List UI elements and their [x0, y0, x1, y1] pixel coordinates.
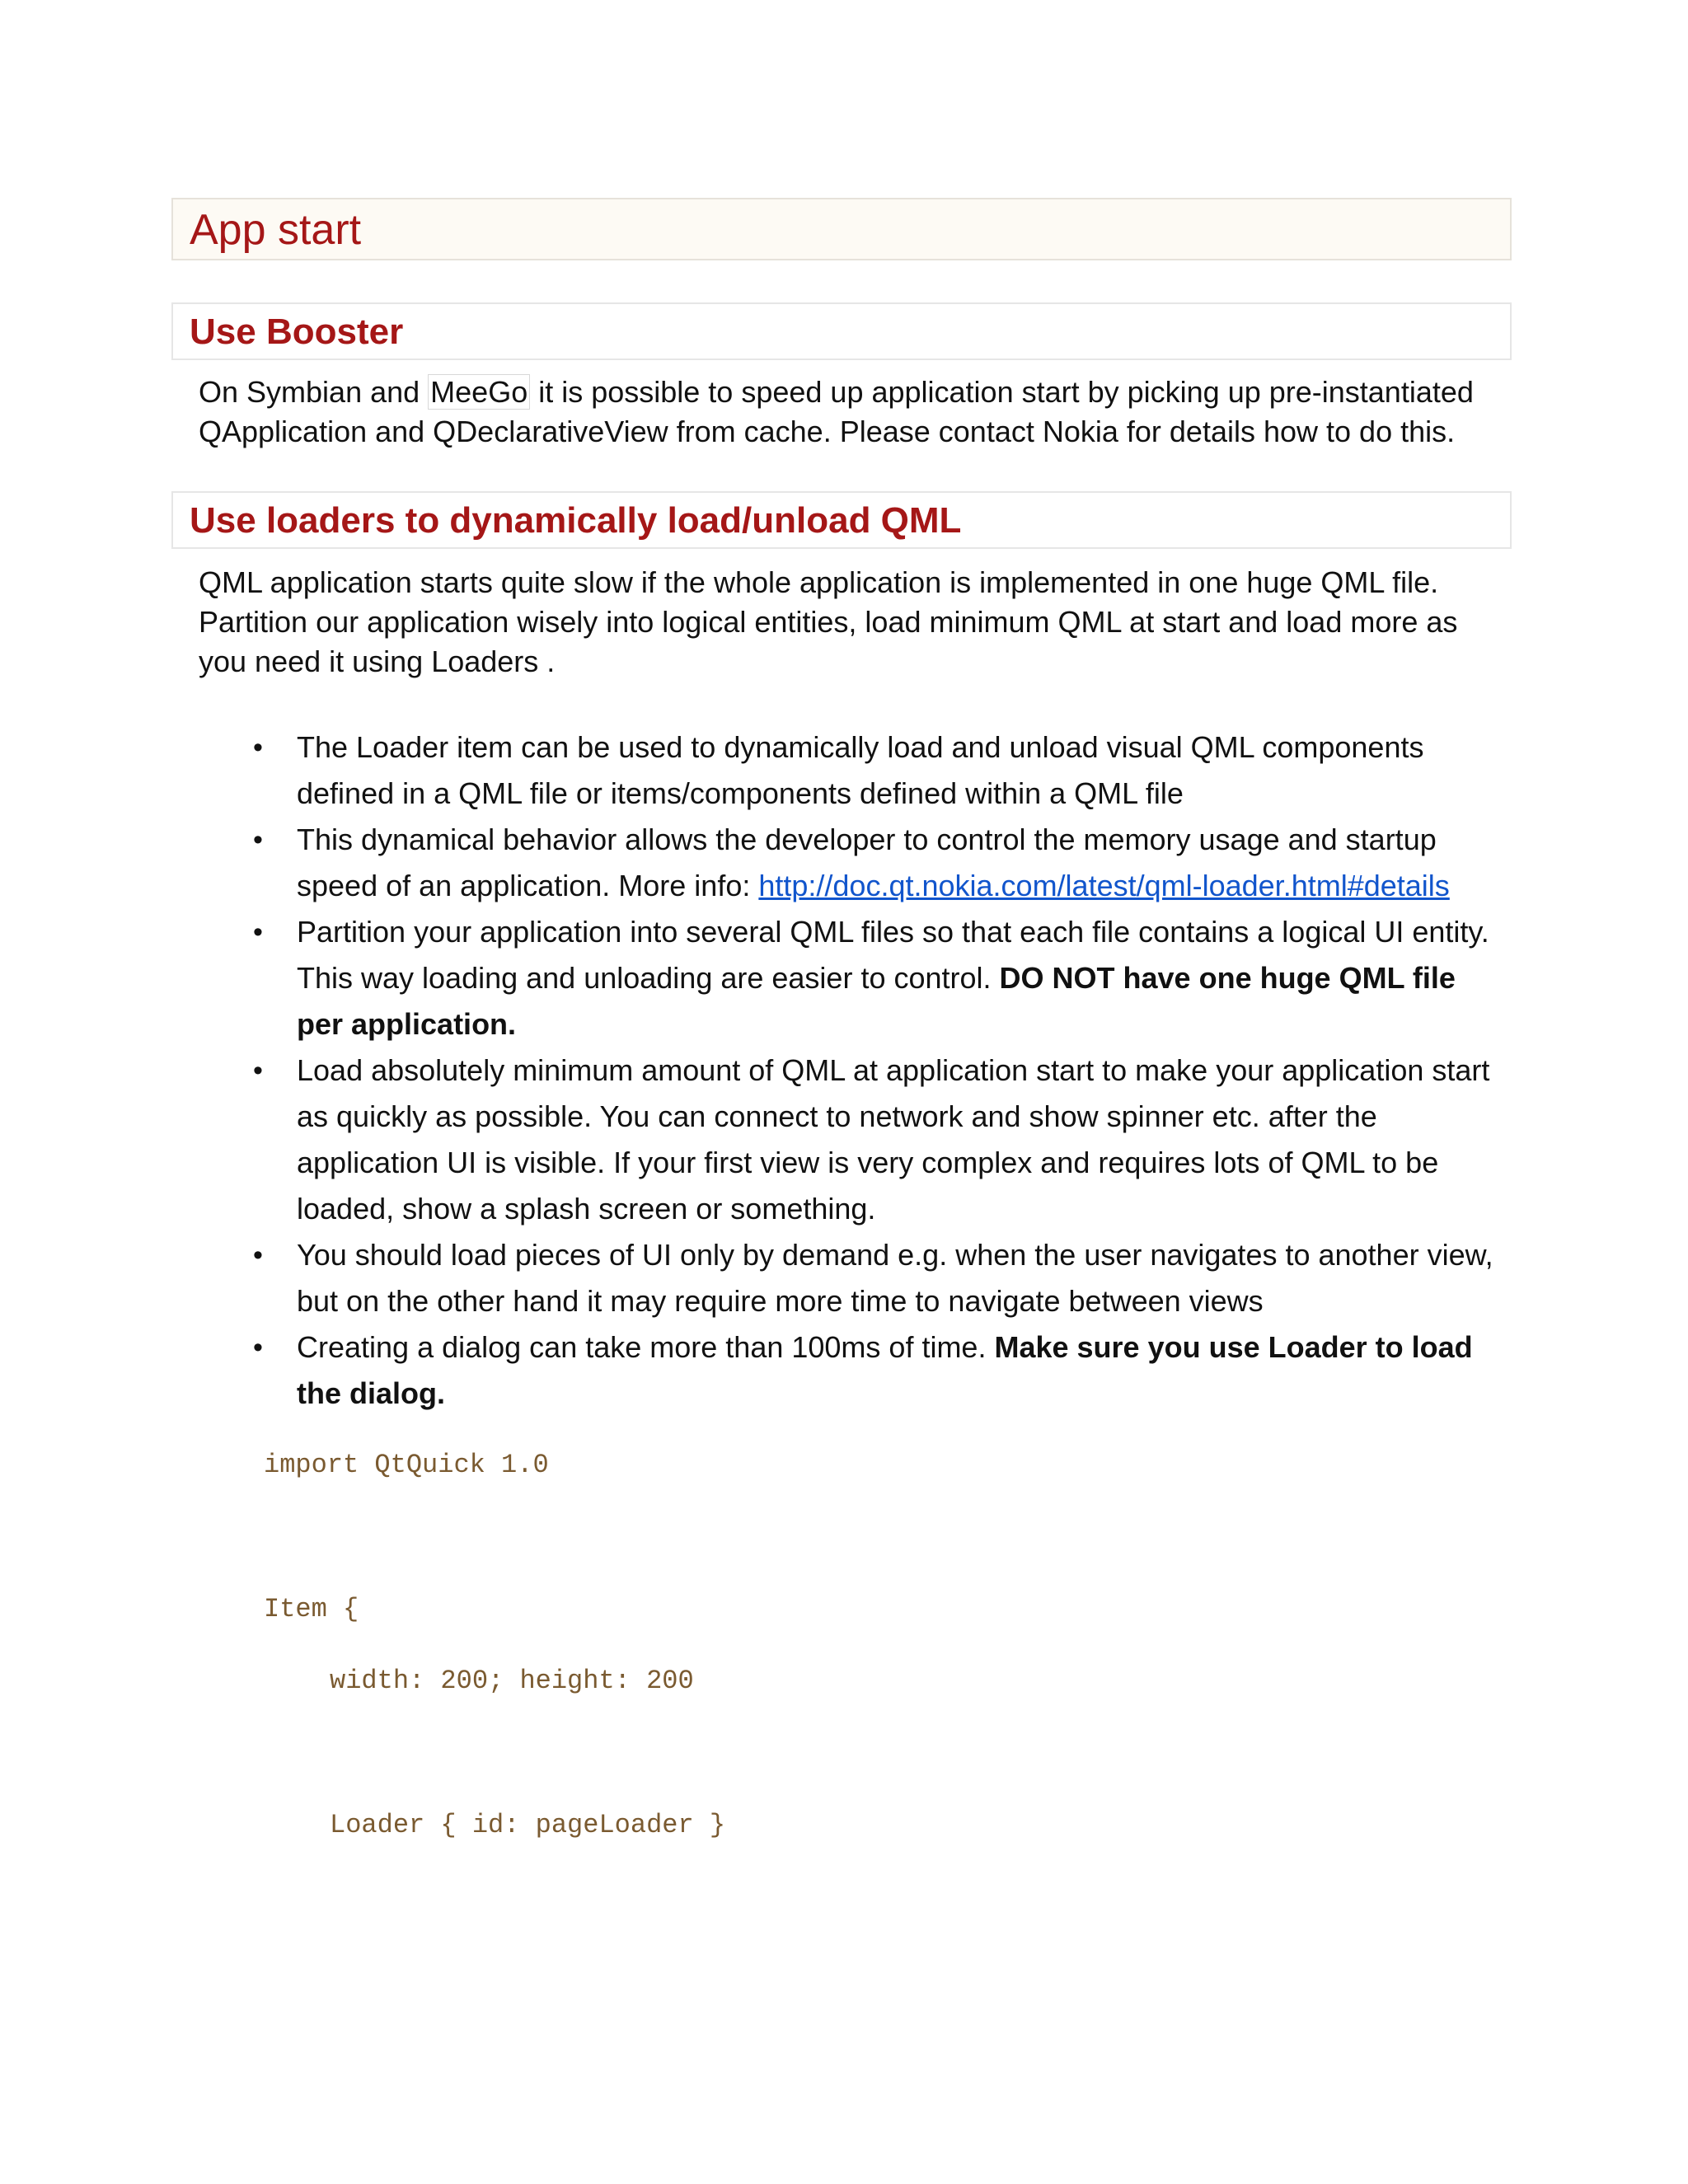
list-item — [246, 724, 1507, 817]
list-item — [246, 1324, 1507, 1417]
section-heading-use-booster — [171, 302, 1512, 360]
list-item — [246, 1232, 1507, 1324]
list-item-text: This dynamical behavior allows the developer to control the memory usage and startup speed of an application. More info: — [297, 823, 1437, 902]
section-heading-use-loaders — [171, 491, 1512, 549]
section-heading-text: Use loaders to dynamically load/unload QML — [190, 500, 962, 541]
paragraph-text: it is possible to speed up application start by picking up pre-instantiated QApplication and QDeclarativeView from cache. Please contact Nokia for details how to do this. — [199, 375, 1474, 448]
use-booster-paragraph — [199, 373, 1509, 452]
paragraph-text: On Symbian and — [199, 375, 429, 409]
list-item-text: Creating a dialog can take more than 100ms of time. — [297, 1330, 995, 1364]
bullet-icon: • — [253, 1240, 263, 1271]
section-heading-text: Use Booster — [190, 312, 404, 352]
code-line-item-open: Item { — [264, 1594, 359, 1624]
bullet-icon: • — [253, 916, 263, 948]
page-title: App start — [190, 206, 362, 254]
list-item-text: The Loader item can be used to dynamically load and unload visual QML components defined in a QML file or items/components defined within a QML file — [297, 730, 1424, 810]
meego-term: MeeGo — [428, 374, 530, 410]
loader-tips-list — [246, 724, 1507, 1417]
list-item-text: Load absolutely minimum amount of QML at application start to make your application start as quickly as possible. You can connect to network and show spinner etc. after the application UI is visible. If your first view is very complex and requires lots of QML to be loaded, show a splash screen or something. — [297, 1053, 1490, 1226]
code-line-loader: Loader { id: pageLoader } — [330, 1810, 726, 1840]
list-item-bold-text: DO NOT have one huge QML file per application. — [297, 961, 1456, 1041]
use-loaders-paragraph: QML application starts quite slow if the whole application is implemented in one huge QML file. Partition our application wisely into logical entities, load minimum QML at start and load more as you need it using Loaders . — [199, 565, 1458, 678]
list-item-bold-text: Make sure you use Loader to load the dialog. — [297, 1330, 1473, 1410]
code-line-size: width: 200; height: 200 — [330, 1666, 694, 1696]
qml-loader-docs-link[interactable]: http://doc.qt.nokia.com/latest/qml-loader.html#details — [758, 869, 1450, 902]
list-item-text: You should load pieces of UI only by demand e.g. when the user navigates to another view, but on the other hand it may require more time to navigate between views — [297, 1238, 1493, 1318]
list-item — [246, 817, 1507, 909]
list-item — [246, 909, 1507, 1047]
bullet-icon: • — [253, 824, 263, 855]
bullet-icon: • — [253, 1055, 263, 1086]
bullet-icon: • — [253, 1332, 263, 1363]
list-item-text: Partition your application into several QML files so that each file contains a logical UI entity. This way loading and unloading are easier to control. — [297, 915, 1489, 995]
list-item — [246, 1047, 1507, 1232]
page-title-bar — [171, 198, 1512, 260]
bullet-icon: • — [253, 732, 263, 763]
code-line-import: import QtQuick 1.0 — [264, 1450, 549, 1480]
